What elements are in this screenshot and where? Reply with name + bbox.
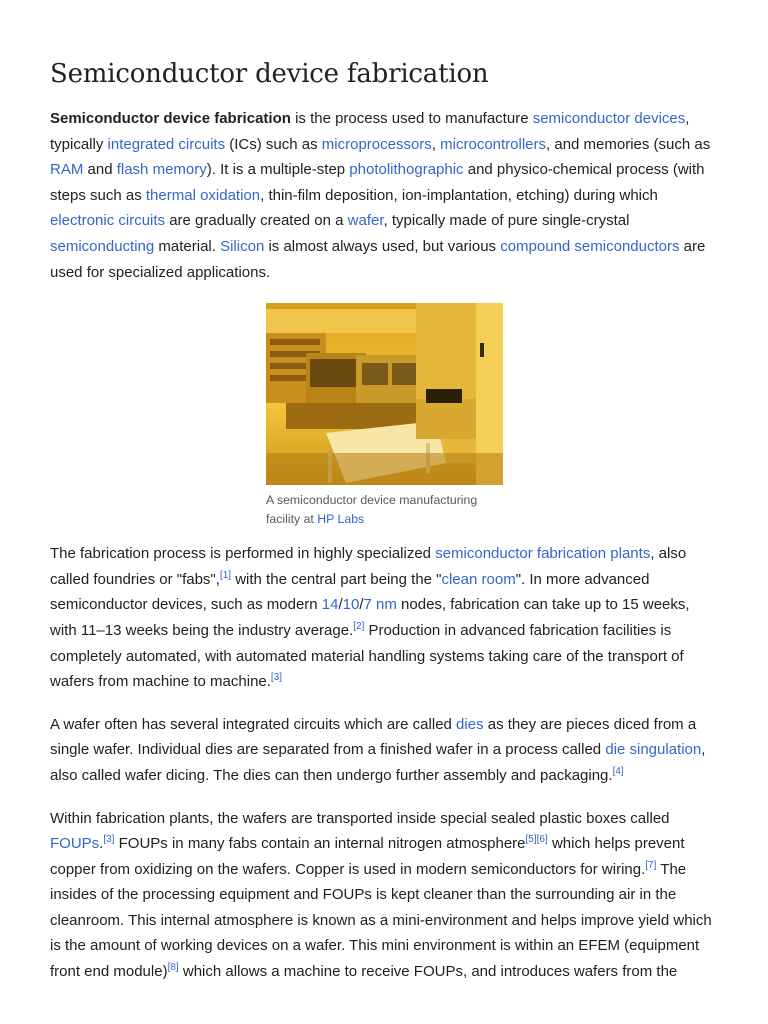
text: The fabrication process is performed in highly specialized: [50, 545, 436, 563]
link-microprocessors[interactable]: microprocessors: [321, 135, 432, 153]
link-thermal-oxidation[interactable]: thermal oxidation: [145, 186, 261, 204]
text: as they are pieces diced from a single wafer. Individual dies are separated from a finished wafer in a process called: [50, 715, 697, 759]
link-electronic-circuits[interactable]: electronic circuits: [50, 212, 166, 230]
lead-bold-term: Semiconductor device fabrication: [50, 110, 291, 127]
ref-7[interactable]: [7]: [645, 859, 657, 871]
link-7nm[interactable]: 7 nm: [363, 596, 397, 614]
ref-2[interactable]: [2]: [353, 620, 365, 632]
link-foups[interactable]: FOUPs: [50, 835, 100, 853]
text: is the process used to manufacture: [290, 110, 533, 127]
link-silicon[interactable]: Silicon: [220, 237, 265, 255]
page-title: Semiconductor device fabrication: [50, 59, 489, 89]
ref-5[interactable]: [5]: [525, 834, 537, 846]
link-14nm[interactable]: 14: [321, 596, 339, 614]
link-semiconductor-fabrication-plants[interactable]: semiconductor fabrication plants: [435, 545, 651, 563]
ref-3[interactable]: [3]: [270, 672, 283, 684]
link-hp-labs[interactable]: HP Labs: [317, 512, 365, 527]
text: are used for specialized applications.: [50, 237, 706, 281]
link-integrated-circuits[interactable]: integrated circuits: [107, 135, 226, 153]
paragraph-foups: [50, 806, 720, 985]
ref-8[interactable]: [8]: [167, 962, 179, 974]
text: is almost always used, but various: [264, 237, 501, 255]
lead-paragraph: [50, 106, 720, 285]
cleanroom-illustration: [266, 303, 503, 485]
link-compound-semiconductors[interactable]: compound semiconductors: [500, 237, 680, 255]
cleanroom-photo[interactable]: [266, 303, 503, 485]
text: , typically: [50, 110, 690, 153]
text: , typically made of pure single-crystal: [383, 212, 630, 230]
text: and: [83, 161, 117, 179]
link-flash-memory[interactable]: flash memory: [116, 161, 207, 179]
link-clean-room[interactable]: clean room: [441, 570, 516, 588]
text: .: [99, 835, 104, 853]
text: A wafer often has several integrated circuits which are called: [50, 715, 457, 733]
text: ". In more advanced semiconductor devices, such as modern: [50, 570, 650, 614]
link-semiconductor-devices[interactable]: semiconductor devices: [532, 110, 686, 127]
figure-caption: [266, 491, 496, 529]
link-microcontrollers[interactable]: microcontrollers: [440, 135, 547, 153]
text: which allows a machine to receive FOUPs, and introduces wafers from the: [178, 963, 678, 981]
paragraph-dies: [50, 712, 720, 789]
link-ram[interactable]: RAM: [50, 161, 84, 179]
text: Production in advanced fabrication facilities is completely automated, with automated material handling systems taking care of the transport of wafers from machine to machine.: [50, 621, 684, 691]
text: ,: [431, 135, 441, 153]
text: and physico-chemical process (with steps such as: [50, 161, 705, 204]
text: (ICs) such as: [225, 135, 322, 153]
text: , also called wafer dicing. The dies can then undergo further assembly and packaging.: [50, 741, 706, 784]
text: The insides of the processing equipment and FOUPs is kept cleaner than the surrounding air in the cleanroom. This internal atmosphere is known as a mini-environment and helps improve yield which is the amount of working devices on a wafer. This mini environment is within an EFEM (equipment front end module): [50, 860, 712, 981]
link-wafer[interactable]: wafer: [347, 212, 384, 230]
ref-3b[interactable]: [3]: [103, 834, 115, 846]
link-10nm[interactable]: 10: [342, 596, 360, 614]
caption-text: A semiconductor device manufacturing facility at: [266, 493, 478, 527]
ref-4[interactable]: [4]: [612, 765, 624, 777]
text: with the central part being the ": [231, 570, 442, 588]
text: , thin-film deposition, ion-implantation, etching) during which: [260, 186, 658, 204]
text: , also called foundries or "fabs",: [50, 545, 687, 588]
text: nodes, fabrication can take up to 15 weeks, with 11–13 weeks being the industry average.: [50, 596, 690, 639]
link-dies[interactable]: dies: [456, 715, 484, 733]
link-photolithographic[interactable]: photolithographic: [349, 161, 464, 179]
text: ). It is a multiple-step: [206, 161, 350, 179]
text: are gradually created on a: [165, 212, 348, 230]
link-die-singulation[interactable]: die singulation: [605, 741, 702, 759]
text: /: [359, 596, 364, 614]
text: which helps prevent copper from oxidizing on the wafers. Copper is used in modern semiconductors for wiring.: [50, 835, 685, 878]
text: material.: [154, 237, 221, 255]
text: , and memories (such as: [546, 135, 711, 153]
ref-1[interactable]: [1]: [219, 569, 232, 581]
p2-wrapper: [50, 541, 720, 695]
text: /: [338, 596, 343, 614]
paragraph-fabrication-process: [50, 541, 720, 695]
figure: [266, 303, 506, 529]
ref-6[interactable]: [6]: [536, 834, 548, 846]
text: FOUPs in many fabs contain an internal nitrogen atmosphere: [114, 835, 526, 853]
link-semiconducting[interactable]: semiconducting: [50, 237, 155, 255]
article: [50, 0, 720, 985]
text: Within fabrication plants, the wafers are transported inside special sealed plastic boxes called: [50, 809, 670, 827]
